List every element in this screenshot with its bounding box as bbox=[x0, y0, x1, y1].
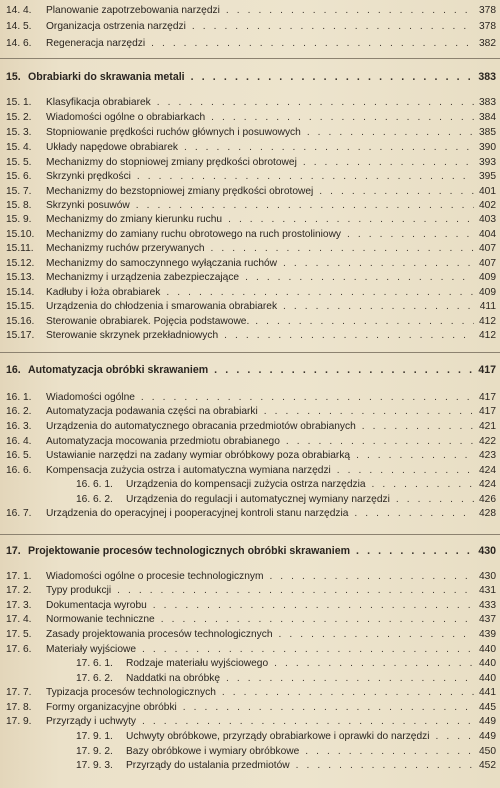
toc-page-number: 445 bbox=[479, 702, 496, 713]
toc-entry-title: Urządzenia do regulacji i automatycznej wymiany narzędzi bbox=[126, 494, 390, 505]
toc-entry-title: Typizacja procesów technologicznych bbox=[46, 687, 216, 698]
toc-section-entry[interactable] bbox=[0, 4, 500, 18]
dot-leader bbox=[356, 544, 474, 558]
toc-section-entry[interactable] bbox=[0, 584, 500, 598]
toc-entry-title: Mechanizmy do zamiany ruchu obrotowego na ruch prostoliniowy bbox=[46, 229, 342, 240]
toc-page-number: 378 bbox=[479, 21, 496, 32]
toc-section-entry[interactable] bbox=[0, 420, 500, 434]
toc-page-number: 385 bbox=[479, 127, 496, 138]
toc-page-number: 417 bbox=[478, 364, 496, 376]
toc-entry-number: 15. 6. bbox=[6, 171, 32, 182]
toc-entry-title: Kadłuby i łoża obrabiarek bbox=[46, 287, 161, 298]
toc-entry-title: Formy organizacyjne obróbki bbox=[46, 702, 177, 713]
toc-entry-number: 15. 8. bbox=[6, 200, 32, 211]
toc-page-number: 430 bbox=[479, 571, 496, 582]
toc-entry-number: 16. 6. 2. bbox=[76, 494, 113, 505]
dot-leader bbox=[117, 584, 474, 598]
toc-entry-number: 16. 2. bbox=[6, 406, 32, 417]
dot-leader bbox=[142, 715, 474, 729]
dot-leader bbox=[303, 156, 474, 170]
toc-entry-number: 17. 1. bbox=[6, 571, 32, 582]
dot-leader bbox=[191, 70, 474, 84]
toc-entry-number: 16. 6. 1. bbox=[76, 479, 113, 490]
toc-entry-title: Obrabiarki do skrawania metali bbox=[28, 71, 185, 83]
toc-section-entry[interactable] bbox=[0, 242, 500, 256]
dot-leader bbox=[211, 242, 474, 256]
toc-section-entry[interactable] bbox=[0, 96, 500, 110]
toc-entry-number: 17. 9. 3. bbox=[76, 760, 113, 771]
toc-entry-title: Automatyzacja obróbki skrawaniem bbox=[28, 364, 209, 376]
toc-page-number: 382 bbox=[479, 38, 496, 49]
toc-page-number: 450 bbox=[479, 746, 496, 757]
toc-entry-number: 17. 6. 2. bbox=[76, 673, 113, 684]
dot-leader bbox=[245, 271, 474, 285]
toc-entry-title: Zasady projektowania procesów technologicznych bbox=[46, 629, 273, 640]
toc-entry-number: 15.12. bbox=[6, 258, 35, 269]
toc-page-number: 403 bbox=[479, 214, 496, 225]
toc-entry-number: 15. 1. bbox=[6, 97, 32, 108]
dot-leader bbox=[228, 213, 474, 227]
toc-entry-number: 17. 9. bbox=[6, 716, 32, 727]
toc-subsection-entry[interactable] bbox=[0, 730, 500, 744]
toc-section-entry[interactable] bbox=[0, 329, 500, 343]
toc-entry-title: Naddatki na obróbkę bbox=[126, 673, 221, 684]
dot-leader bbox=[279, 628, 474, 642]
toc-page-number: 424 bbox=[479, 465, 496, 476]
toc-page-number: 378 bbox=[479, 5, 496, 16]
toc-section-entry[interactable] bbox=[0, 643, 500, 657]
toc-section-entry[interactable] bbox=[0, 599, 500, 613]
toc-entry-number: 17. 5. bbox=[6, 629, 32, 640]
toc-section-entry[interactable] bbox=[0, 111, 500, 125]
toc-entry-number: 17. 4. bbox=[6, 614, 32, 625]
toc-entry-title: Automatyzacja podawania części na obrabiarki bbox=[46, 406, 258, 417]
dot-leader bbox=[354, 507, 474, 521]
toc-section-entry[interactable] bbox=[0, 20, 500, 34]
toc-entry-title: Przyrządy do ustalania przedmiotów bbox=[126, 760, 290, 771]
toc-page-number: 412 bbox=[479, 316, 496, 327]
toc-subsection-entry[interactable] bbox=[0, 759, 500, 773]
toc-entry-title: Planowanie zapotrzebowania narzędzi bbox=[46, 5, 220, 16]
dot-leader bbox=[305, 745, 474, 759]
toc-subsection-entry[interactable] bbox=[0, 478, 500, 492]
toc-page-number: 440 bbox=[479, 673, 496, 684]
toc-section-entry[interactable] bbox=[0, 613, 500, 627]
toc-entry-number: 15. 4. bbox=[6, 142, 32, 153]
toc-page-number: 390 bbox=[479, 142, 496, 153]
toc-entry-number: 15.17. bbox=[6, 330, 35, 341]
toc-section-entry[interactable] bbox=[0, 715, 500, 729]
toc-entry-title: Mechanizmy do stopniowej zmiany prędkości obrotowej bbox=[46, 157, 297, 168]
dot-leader bbox=[183, 701, 474, 715]
dot-leader bbox=[362, 420, 474, 434]
toc-entry-number: 17. 8. bbox=[6, 702, 32, 713]
dot-leader bbox=[153, 599, 474, 613]
toc-entry-title: Wiadomości ogólne o obrabiarkach bbox=[46, 112, 206, 123]
toc-entry-title: Stopniowanie prędkości ruchów głównych i posuwowych bbox=[46, 127, 301, 138]
dot-leader bbox=[255, 315, 474, 329]
toc-entry-number: 14. 5. bbox=[6, 21, 32, 32]
toc-section-entry[interactable] bbox=[0, 391, 500, 405]
toc-subsection-entry[interactable] bbox=[0, 672, 500, 686]
section-divider bbox=[0, 352, 500, 353]
toc-page-number: 383 bbox=[478, 71, 496, 83]
toc-entry-title: Typy produkcji bbox=[46, 585, 112, 596]
toc-entry-number: 17. 9. 1. bbox=[76, 731, 113, 742]
toc-page-number: 409 bbox=[479, 272, 496, 283]
toc-page-number: 431 bbox=[479, 585, 496, 596]
dot-leader bbox=[136, 199, 474, 213]
toc-entry-title: Automatyzacja mocowania przedmiotu obrabianego bbox=[46, 436, 280, 447]
toc-page-number: 383 bbox=[479, 97, 496, 108]
toc-page-number: 440 bbox=[479, 658, 496, 669]
toc-page-number: 428 bbox=[479, 508, 496, 519]
toc-section-entry[interactable] bbox=[0, 156, 500, 170]
toc-entry-number: 15. 2. bbox=[6, 112, 32, 123]
toc-page-number: 449 bbox=[479, 716, 496, 727]
toc-entry-title: Skrzynki prędkości bbox=[46, 171, 131, 182]
toc-entry-title: Materiały wyjściowe bbox=[46, 644, 137, 655]
toc-entry-title: Urządzenia do automatycznego obracania przedmiotów obrabianych bbox=[46, 421, 356, 432]
toc-page-number: 441 bbox=[479, 687, 496, 698]
toc-section-entry[interactable] bbox=[0, 405, 500, 419]
dot-leader bbox=[296, 759, 474, 773]
toc-entry-number: 15.11. bbox=[6, 243, 34, 254]
toc-entry-title: Mechanizmy do bezstopniowej zmiany prędkości obrotowej bbox=[46, 186, 314, 197]
toc-entry-title: Regeneracja narzędzi bbox=[46, 38, 146, 49]
toc-section-entry[interactable] bbox=[0, 170, 500, 184]
toc-entry-number: 17. 9. 2. bbox=[76, 746, 113, 757]
toc-entry-title: Kompensacja zużycia ostrza i automatyczna wymiana narzędzi bbox=[46, 465, 331, 476]
section-divider bbox=[0, 534, 500, 535]
toc-entry-title: Urządzenia do chłodzenia i smarowania obrabiarek bbox=[46, 301, 278, 312]
toc-page-number: 412 bbox=[479, 330, 496, 341]
toc-page-number: 426 bbox=[479, 494, 496, 505]
dot-leader bbox=[226, 4, 474, 18]
toc-entry-title: Organizacja ostrzenia narzędzi bbox=[46, 21, 186, 32]
toc-page-number: 440 bbox=[479, 644, 496, 655]
toc-subsection-entry[interactable] bbox=[0, 493, 500, 507]
dot-leader bbox=[319, 185, 474, 199]
toc-entry-number: 15.16. bbox=[6, 316, 35, 327]
toc-page-number: 433 bbox=[479, 600, 496, 611]
dot-leader bbox=[226, 672, 474, 686]
toc-entry-title: Przyrządy i uchwyty bbox=[46, 716, 137, 727]
dot-leader bbox=[151, 37, 474, 51]
toc-page-number: 430 bbox=[478, 545, 496, 557]
toc-entry-number: 16. 6. bbox=[6, 465, 32, 476]
toc-page-number: 401 bbox=[479, 186, 496, 197]
toc-entry-number: 15. 3. bbox=[6, 127, 32, 138]
toc-page-number: 417 bbox=[479, 392, 496, 403]
toc-entry-title: Projektowanie procesów technologicznych obróbki skrawaniem bbox=[28, 545, 351, 557]
dot-leader bbox=[337, 464, 474, 478]
dot-leader bbox=[396, 493, 474, 507]
toc-entry-number: 17. 6. 1. bbox=[76, 658, 113, 669]
dot-leader bbox=[286, 435, 474, 449]
toc-entry-number: 17. 2. bbox=[6, 585, 32, 596]
dot-leader bbox=[161, 613, 474, 627]
toc-page-number: 439 bbox=[479, 629, 496, 640]
toc-subsection-entry[interactable] bbox=[0, 745, 500, 759]
dot-leader bbox=[166, 286, 474, 300]
toc-entry-number: 16. 3. bbox=[6, 421, 32, 432]
toc-entry-number: 15.13. bbox=[6, 272, 35, 283]
toc-entry-title: Sterowanie obrabiarek. Pojęcia podstawowe. bbox=[46, 316, 250, 327]
dot-leader bbox=[283, 300, 474, 314]
dot-leader bbox=[274, 657, 474, 671]
toc-entry-number: 17. 3. bbox=[6, 600, 32, 611]
toc-entry-number: 17. bbox=[6, 545, 21, 557]
dot-leader bbox=[283, 257, 474, 271]
toc-section-entry[interactable] bbox=[0, 286, 500, 300]
toc-entry-title: Skrzynki posuwów bbox=[46, 200, 130, 211]
toc-page-number: 424 bbox=[479, 479, 496, 490]
toc-entry-number: 15.15. bbox=[6, 301, 35, 312]
toc-entry-number: 17. 6. bbox=[6, 644, 32, 655]
toc-entry-title: Wiadomości ogólne bbox=[46, 392, 135, 403]
toc-page-number: 452 bbox=[479, 760, 496, 771]
toc-entry-number: 16. 1. bbox=[6, 392, 32, 403]
toc-page-number: 402 bbox=[479, 200, 496, 211]
toc-section-entry[interactable] bbox=[0, 228, 500, 242]
toc-entry-title: Uchwyty obróbkowe, przyrządy obrabiarkowe i oprawki do narzędzi bbox=[126, 731, 430, 742]
toc-entry-number: 16. bbox=[6, 364, 21, 376]
toc-section-entry[interactable] bbox=[0, 449, 500, 463]
toc-entry-number: 15.10. bbox=[6, 229, 35, 240]
toc-entry-number: 14. 4. bbox=[6, 5, 32, 16]
toc-entry-title: Mechanizmy do samoczynnego wyłączania ruchów bbox=[46, 258, 278, 269]
dot-leader bbox=[347, 228, 474, 242]
dot-leader bbox=[141, 391, 474, 405]
toc-page-number: 437 bbox=[479, 614, 496, 625]
toc-entry-number: 14. 6. bbox=[6, 38, 32, 49]
toc-entry-title: Wiadomości ogólne o procesie technologicznym bbox=[46, 571, 264, 582]
toc-entry-title: Mechanizmy ruchów przerywanych bbox=[46, 243, 205, 254]
toc-entry-number: 16. 4. bbox=[6, 436, 32, 447]
toc-entry-title: Mechanizmy i urządzenia zabezpieczające bbox=[46, 272, 240, 283]
toc-section-entry[interactable] bbox=[0, 628, 500, 642]
toc-entry-title: Ustawianie narzędzi na zadany wymiar obróbkowy poza obrabiarką bbox=[46, 450, 351, 461]
dot-leader bbox=[142, 643, 474, 657]
dot-leader bbox=[222, 686, 474, 700]
toc-chapter-entry[interactable] bbox=[0, 70, 500, 84]
toc-section-entry[interactable] bbox=[0, 271, 500, 285]
toc-section-entry[interactable] bbox=[0, 435, 500, 449]
toc-page-number: 409 bbox=[479, 287, 496, 298]
toc-section-entry[interactable] bbox=[0, 300, 500, 314]
toc-section-entry[interactable] bbox=[0, 315, 500, 329]
toc-page-number: 407 bbox=[479, 258, 496, 269]
toc-page-number: 384 bbox=[479, 112, 496, 123]
toc-section-entry[interactable] bbox=[0, 570, 500, 584]
dot-leader bbox=[307, 126, 474, 140]
toc-entry-number: 17. 7. bbox=[6, 687, 32, 698]
toc-chapter-entry[interactable] bbox=[0, 544, 500, 558]
dot-leader bbox=[269, 570, 474, 584]
toc-page-number: 423 bbox=[479, 450, 496, 461]
toc-entry-title: Rodzaje materiału wyjściowego bbox=[126, 658, 269, 669]
toc-entry-title: Układy napędowe obrabiarek bbox=[46, 142, 178, 153]
dot-leader bbox=[372, 478, 474, 492]
dot-leader bbox=[435, 730, 474, 744]
dot-leader bbox=[157, 96, 474, 110]
toc-entry-number: 16. 7. bbox=[6, 508, 32, 519]
dot-leader bbox=[214, 363, 474, 377]
toc-entry-title: Mechanizmy do zmiany kierunku ruchu bbox=[46, 214, 223, 225]
dot-leader bbox=[356, 449, 474, 463]
toc-page-number: 393 bbox=[479, 157, 496, 168]
toc-entry-number: 16. 5. bbox=[6, 450, 32, 461]
dot-leader bbox=[184, 141, 474, 155]
dot-leader bbox=[137, 170, 474, 184]
toc-section-entry[interactable] bbox=[0, 257, 500, 271]
toc-page-number: 449 bbox=[479, 731, 496, 742]
toc-page-number: 421 bbox=[479, 421, 496, 432]
toc-section-entry[interactable] bbox=[0, 141, 500, 155]
toc-page-number: 407 bbox=[479, 243, 496, 254]
toc-section-entry[interactable] bbox=[0, 199, 500, 213]
dot-leader bbox=[224, 329, 474, 343]
toc-entry-title: Klasyfikacja obrabiarek bbox=[46, 97, 151, 108]
toc-section-entry[interactable] bbox=[0, 126, 500, 140]
toc-section-entry[interactable] bbox=[0, 185, 500, 199]
toc-chapter-entry[interactable] bbox=[0, 363, 500, 377]
toc-entry-title: Urządzenia do operacyjnej i pooperacyjnej kontroli stanu narzędzia bbox=[46, 508, 349, 519]
toc-entry-title: Bazy obróbkowe i wymiary obróbkowe bbox=[126, 746, 300, 757]
toc-entry-number: 15.14. bbox=[6, 287, 35, 298]
toc-entry-title: Dokumentacja wyrobu bbox=[46, 600, 147, 611]
toc-section-entry[interactable] bbox=[0, 686, 500, 700]
toc-section-entry[interactable] bbox=[0, 507, 500, 521]
dot-leader bbox=[211, 111, 474, 125]
dot-leader bbox=[264, 405, 474, 419]
toc-section-entry[interactable] bbox=[0, 464, 500, 478]
toc-page-number: 404 bbox=[479, 229, 496, 240]
toc-entry-number: 15. bbox=[6, 71, 21, 83]
section-divider bbox=[0, 58, 500, 59]
toc-page-number: 422 bbox=[479, 436, 496, 447]
toc-page-number: 395 bbox=[479, 171, 496, 182]
toc-section-entry[interactable] bbox=[0, 701, 500, 715]
toc-section-entry[interactable] bbox=[0, 213, 500, 227]
toc-entry-number: 15. 7. bbox=[6, 186, 32, 197]
toc-entry-title: Normowanie techniczne bbox=[46, 614, 155, 625]
toc-page-number: 411 bbox=[479, 301, 496, 312]
toc-section-entry[interactable] bbox=[0, 37, 500, 51]
toc-entry-number: 15. 5. bbox=[6, 157, 32, 168]
toc-subsection-entry[interactable] bbox=[0, 657, 500, 671]
toc-page-number: 417 bbox=[479, 406, 496, 417]
toc-entry-title: Urządzenia do kompensacji zużycia ostrza narzędzia bbox=[126, 479, 366, 490]
toc-entry-title: Sterowanie skrzynek przekładniowych bbox=[46, 330, 219, 341]
dot-leader bbox=[192, 20, 474, 34]
toc-entry-number: 15. 9. bbox=[6, 214, 32, 225]
